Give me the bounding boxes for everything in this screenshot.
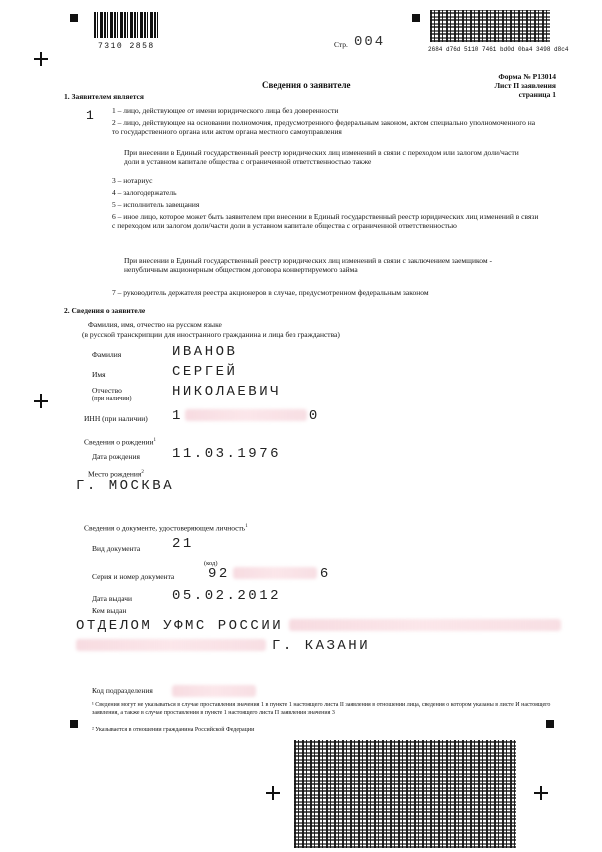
barcode-hash-code: 2684 d76d 5110 7461 bd0d 0ba4 3498 d8c4 (428, 46, 569, 53)
doc-type-code-note: (код) (204, 560, 218, 567)
birth-place-label: Место рождения$^2$ (88, 469, 144, 479)
issue-date-field[interactable]: 05.02.2012 (172, 588, 282, 604)
doc-series-visible-start: 92 (208, 566, 230, 582)
form-title: Сведения о заявителе (262, 80, 351, 90)
applicant-option-6: 6 – иное лицо, которое может быть заявителем при внесении в Единый государственный реестр юридических лиц изменений в связи с переходом или залогом доли/части доли в уставном капитале общества с ограниченной ответственностью (112, 212, 539, 230)
applicant-option-2-note: При внесении в Единый государственный реестр юридических лиц изменений в связи с переходом или залогом доли/части доли в уставном капитале общества с ограниченной ответственностью также (124, 148, 519, 166)
section-2-heading: 2. Сведения о заявителе (64, 306, 146, 315)
division-code-field[interactable] (172, 682, 256, 700)
applicant-option-2: 2 – лицо, действующее на основании полномочия, предусмотренного федеральным законом, актом специально уполномоченного на то государственного органа или актом органа местного самоуправления (112, 118, 536, 136)
page-label: Стр. (334, 40, 348, 49)
patronymic-label: Отчество (92, 386, 122, 395)
division-code-label: Код подразделения (92, 686, 153, 695)
applicant-option-3: 3 – нотариус (112, 176, 153, 185)
doc-series-field[interactable] (208, 566, 331, 582)
page-number: 004 (354, 34, 386, 50)
form-page: страница 1 (518, 90, 556, 99)
footnote-1: ¹ Сведения могут не указываться в случае проставления значения 1 в пункте 1 настоящего листа II заявления в отношении лица, сведения о котором указаны в листе И настоящего заявления, а также в случае проставления в пункте 1 настоящего листа П заявления значения 3 (92, 702, 551, 716)
patronymic-note: (при наличии) (92, 395, 132, 402)
corner-square-right-lower (546, 720, 554, 728)
registration-mark-bottom-left (266, 786, 280, 800)
birth-date-field[interactable]: 11.03.1976 (172, 446, 282, 462)
inn-first-digit: 1 (172, 408, 183, 424)
birth-place-field[interactable]: Г. МОСКВА (76, 478, 175, 494)
birth-date-label: Дата рождения (92, 452, 140, 461)
footnote-2: ² Указывается в отношении гражданина Российской Федерации (92, 727, 255, 733)
document-heading: Сведения о документе, удостоверяющем личность$^1$ (84, 523, 248, 533)
doc-type-label: Вид документа (92, 544, 141, 553)
doc-series-redacted (233, 567, 317, 579)
fio-label: Фамилия, имя, отчество на русском языке (88, 320, 222, 329)
corner-square-top-left (70, 14, 78, 22)
issued-by-line-2[interactable]: Г. КАЗАНИ (76, 638, 370, 654)
data-matrix-barcode-top (430, 10, 550, 42)
corner-square-left-lower (70, 720, 78, 728)
inn-last-digit: 0 (308, 408, 320, 424)
division-code-redacted (172, 685, 256, 697)
name-field[interactable]: СЕРГЕЙ (172, 364, 238, 380)
doc-series-visible-end: 6 (319, 566, 331, 582)
form-sheet: Лист П заявления (494, 81, 556, 90)
form-number: Форма № Р13014 (498, 72, 556, 81)
issued-by-line-1[interactable]: ОТДЕЛОМ УФМС РОССИИ (76, 618, 561, 634)
data-matrix-barcode-bottom (294, 740, 516, 848)
applicant-option-7: 7 – руководитель держателя реестра акционеров в случае, предусмотренном федеральным законом (112, 288, 429, 297)
name-label: Имя (92, 370, 106, 379)
surname-label: Фамилия (92, 350, 122, 359)
doc-type-field[interactable]: 21 (172, 536, 194, 552)
registration-mark-top-left (34, 52, 48, 66)
doc-series-label: Серия и номер документа (92, 572, 175, 581)
inn-redacted (185, 409, 307, 421)
linear-barcode (94, 12, 158, 38)
issued-by-label: Кем выдан (92, 606, 127, 615)
birth-info-label: Сведения о рождении$^1$ (84, 437, 157, 447)
issue-date-label: Дата выдачи (92, 594, 133, 603)
registration-mark-bottom-right (534, 786, 548, 800)
applicant-option-6-note: При внесении в Единый государственный реестр юридических лиц изменений в связи с заключением заемщиком - непубличным акционерным обществом договора конвертируемого займа (124, 256, 492, 274)
inn-field[interactable] (172, 408, 320, 424)
corner-square-top-right (412, 14, 420, 22)
barcode-digits: 7310 2858 (98, 42, 155, 51)
applicant-option-1: 1 – лицо, действующее от имени юридического лица без доверенности (112, 106, 339, 115)
applicant-option-5: 5 – исполнитель завещания (112, 200, 200, 209)
issued-by-redacted-2 (76, 639, 266, 651)
fio-sublabel: (в русской транскрипции для иностранного гражданина и лица без гражданства) (82, 330, 340, 339)
inn-label: ИНН (при наличии) (84, 414, 148, 423)
applicant-option-4: 4 – залогодержатель (112, 188, 177, 197)
applicant-type-value[interactable]: 1 (86, 108, 94, 123)
surname-field[interactable]: ИВАНОВ (172, 344, 238, 360)
patronymic-field[interactable]: НИКОЛАЕВИЧ (172, 384, 282, 400)
registration-mark-mid-left (34, 394, 48, 408)
section-1-heading: 1. Заявителем является (64, 92, 144, 101)
issued-by-redacted-1 (289, 619, 561, 631)
